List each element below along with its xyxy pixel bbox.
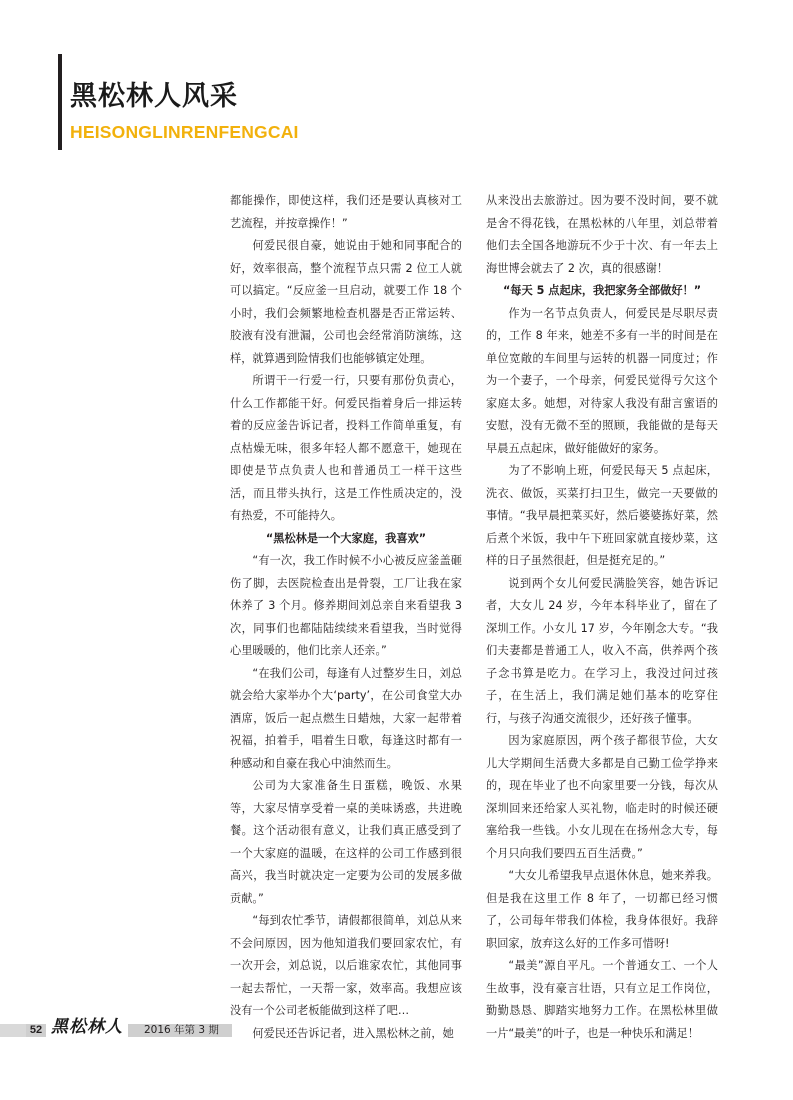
paragraph: 为了不影响上班，何爱民每天 5 点起床，洗衣、做饭，买菜打扫卫生，做完一天要做的事情。“我早晨把菜买好，然后婆婆拣好菜，然后煮个米饭，我中午下班回家就直接炒菜，这样的日子虽然很赶，但是挺充足的。” <box>486 464 718 567</box>
section-title: 黑松林人风采 <box>70 81 238 112</box>
issue-label: 2016 年第 3 期 <box>128 1024 232 1037</box>
paragraph: 所谓干一行爱一行，只要有那份负责心，什么工作都能干好。何爱民指着身后一排运转着的反应釜告诉记者，投料工作简单重复，有点枯燥无味，很多年轻人都不愿意干，她现在即使是节点负责人也和普通员工一样干这些活，而且带头执行，这是工作性质决定的，没有热爱，不可能持久。 <box>230 374 462 522</box>
paragraph: 说到两个女儿何爱民满脸笑容，她告诉记者，大女儿 24 岁，今年本科毕业了，留在了深圳工作。小女儿 17 岁，今年刚念大专。“我们夫妻都是普通工人，收入不高，供养两个孩子念书算是吃力。在学习上，我没过问过孩子，在生活上，我们满足她们基本的吃穿住行，与孩子沟通交流很少，还好孩子懂事。 <box>486 576 718 725</box>
paragraph: 因为家庭原因，两个孩子都很节俭，大女儿大学期间生活费大多都是自己勤工俭学挣来的，现在毕业了也不向家里要一分钱，每次从深圳回来还给家人买礼物，临走时的时候还硬塞给我一些钱。小女儿现在在扬州念大专，每个月只向我们要四五百生活费。” <box>486 734 718 860</box>
section-subtitle: HEISONGLINRENFENGCAI <box>70 122 299 142</box>
paragraph: 从来没出去旅游过。因为要不没时间，要不就是舍不得花钱，在黑松林的八年里，刘总带着他们去全国各地游玩不少于十次、有一年去上海世博会就去了 2 次，真的很感谢！ <box>486 194 718 275</box>
paragraph: 何爱民很自豪，她说由于她和同事配合的好，效率很高，整个流程节点只需 2 位工人就可以搞定。“反应釜一旦启动，就要工作 18 个小时，我们会频繁地检查机器是否正常运转、胶液有没有泄漏，公司也会经常消防演练，这样，就算遇到险情我们也能够镇定处理。 <box>230 239 462 365</box>
subheading: “黑松林是一个大家庭，我喜欢” <box>265 531 427 545</box>
left-text-column <box>230 190 462 1045</box>
paragraph: “在我们公司，每逢有人过整岁生日，刘总就会给大家举办个大‘party’，在公司食堂大办酒席，饭后一起点燃生日蜡烛，大家一起带着祝福，拍着手，唱着生日歌，每逢这时都有一种感动和自豪在我心中油然而生。 <box>230 666 462 770</box>
paragraph: 公司为大家准备生日蛋糕，晚饭、水果等，大家尽情享受着一桌的美味诱惑，共进晚餐。这个活动很有意义，让我们真正感受到了一个大家庭的温暖，在这样的公司工作感到很高兴，我当时就决定一定要为公司的发展多做贡献。” <box>230 779 462 905</box>
header-vertical-rule <box>58 54 62 150</box>
paragraph: “有一次，我工作时候不小心被反应釜盖砸伤了脚，去医院检查出是骨裂，工厂让我在家休养了 3 个月。修养期间刘总亲自来看望我 3 次，同事们也都陆陆续续来看望我，当时觉得心里暖暖的，他们比亲人还亲。” <box>230 554 462 657</box>
page-number: 52 <box>26 1024 46 1037</box>
paragraph: 都能操作，即使这样，我们还是要认真核对工艺流程，并按章操作！” <box>230 194 462 230</box>
paragraph: “最美”源自平凡。一个普通女工、一个人生故事，没有豪言壮语，只有立足工作岗位，勤勤恳恳、脚踏实地努力工作。在黑松林里做一片“最美”的叶子，也是一种快乐和满足！ <box>486 959 718 1040</box>
paragraph: “每到农忙季节，请假都很简单，刘总从来不会问原因，因为他知道我们要回家农忙，有一次开会，刘总说，以后谁家农忙，其他同事一起去帮忙，一天帮一家，效率高。我想应该没有一个公司老板能做到这样了吧… <box>230 914 462 1017</box>
right-text-column <box>486 190 718 1045</box>
footer-bar <box>0 1024 26 1037</box>
magazine-logo: 黑松林人 <box>51 1017 123 1037</box>
paragraph: 何爱民还告诉记者，进入黑松林之前，她 <box>252 1026 454 1040</box>
subheading: “每天 5 点起床，我把家务全部做好！” <box>502 284 702 297</box>
paragraph: 作为一名节点负责人，何爱民是尽职尽责的，工作 8 年来，她差不多有一半的时间是在单位宽敞的车间里与运转的机器一同度过；作为一个妻子，一个母亲，何爱民觉得亏欠这个家庭太多。她想，对待家人我没有甜言蜜语的安慰，没有无微不至的照顾，我能做的是每天早晨五点起床，做好能做好的家务。 <box>486 306 718 455</box>
paragraph: “大女儿希望我早点退休休息，她来养我。但是我在这里工作 8 年了，一切都已经习惯了，公司每年带我们体检，我身体很好。我辞职回家，放弃这么好的工作多可惜呀! <box>486 869 718 950</box>
